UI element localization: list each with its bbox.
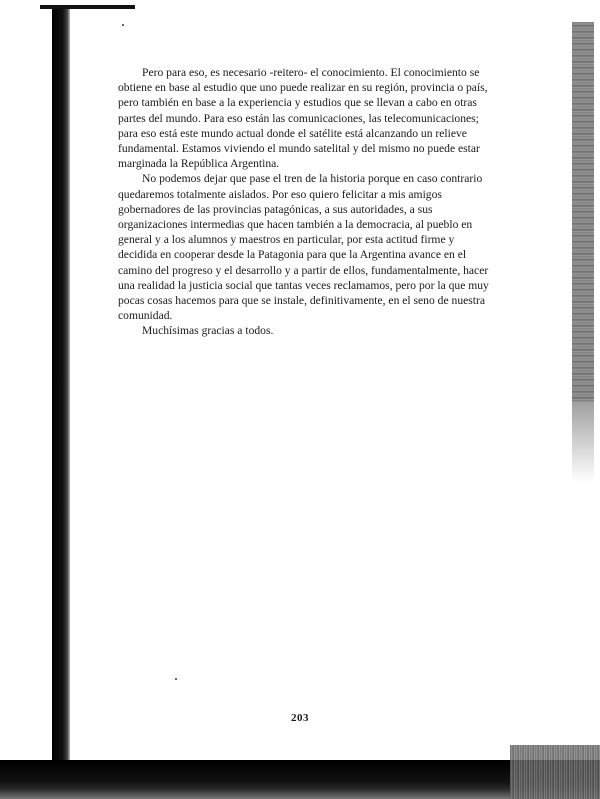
scan-right-edge [572,22,594,402]
scan-right-edge-fade [572,402,594,482]
page-number: 203 [291,712,309,724]
paragraph: Pero para eso, es necesario -reitero- el conocimiento. El conocimiento se obtiene en base al estudio que uno puede realizar en su región, provincia o país, pero también en base a la experiencia y estudios que se llevan a cabo en otras partes del mundo. Para eso están las comunicaciones, las telecomunicaciones; para eso está este mundo actual donde el satélite está alcanzando un relieve fundamental. Estamos viviendo el mundo satelital y del mismo no puede estar marginada la República Argentina. [118,66,488,171]
paragraph: Muchísimas gracias a todos. [142,324,274,338]
scan-speck [175,678,177,680]
paragraph: No podemos dejar que pase el tren de la historia porque en caso contrario quedaremos totalmente aislados. Por eso quiero felicitar a mis amigos gobernadores de las provincias patagónicas, a sus autoridades, a sus organizaciones intermedias que hacen también a la democracia, al pueblo en general y a los alumnos y maestros en particular, por esta actitud firme y decidida en cooperar desde la Patagonia para que la Argentina avance en el camino del progreso y el desarrollo y a partir de ellos, fundamentalmente, hacer una realidad la justicia social que tantas veces reclamamos, pero por la que muy pocas cosas hacemos para que se instale, definitivamente, en el seno de nuestra comunidad. [118,172,489,323]
scan-bottom-right-noise [510,745,600,799]
scan-speck [122,24,124,26]
document-body [118,65,494,339]
scan-top-edge [40,5,135,9]
scan-left-edge [52,5,70,765]
